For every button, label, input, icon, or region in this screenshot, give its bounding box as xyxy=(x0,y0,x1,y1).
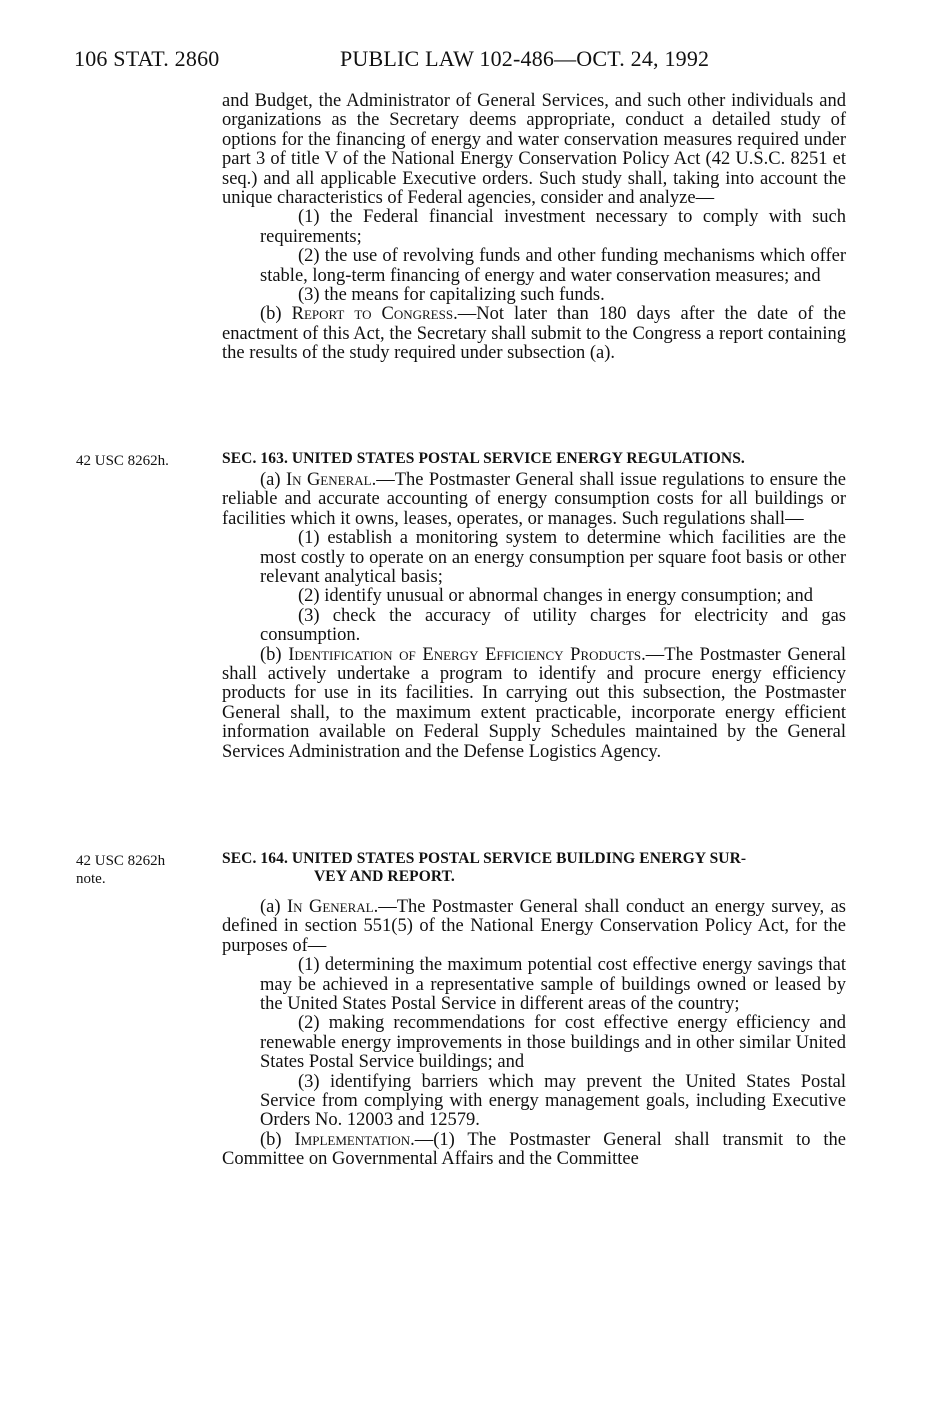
report-text: —Not later than 180 days after the date of the enactment of this Act, the Secretary shall submit to the Congress a report containing the results of the study required under subsection (a). xyxy=(222,304,846,364)
sec163-item-1: (1) establish a monitoring system to determine which facilities are the most costly to operate on an energy consumption per square foot basis or other relevant analytical basis; xyxy=(260,528,846,588)
analyze-item-2: (2) the use of revolving funds and other funding mechanisms which offer stable, long-term financing of energy and water conservation measures; and xyxy=(260,246,846,286)
section-164 xyxy=(222,850,846,1170)
public-law-reference: PUBLIC LAW 102-486—OCT. 24, 1992 xyxy=(340,46,710,71)
sec163-heading: SEC. 163. UNITED STATES POSTAL SERVICE ENERGY REGULATIONS. xyxy=(222,450,745,467)
section-163 xyxy=(222,450,846,762)
report-to-congress-paragraph xyxy=(222,305,846,363)
sec164-b-paragraph xyxy=(222,1131,846,1170)
sec164-b-label: Implementation. xyxy=(294,1129,415,1150)
margin-note-sec164-line1: 42 USC 8262h xyxy=(76,853,166,869)
sec163-b-text: —The Postmaster General shall actively undertake a program to identify and procure energy efficiency products for use in its facilities. In carrying out this subsection, the Postmaster General shall, to the maximum extent practicable, incorporate energy efficient information available on Federal Supply Schedules maintained by the General Services Administration and the Defense Logistics Agency. xyxy=(222,644,847,762)
study-continuation xyxy=(222,92,846,364)
sec164-a-prefix: (a) xyxy=(260,897,287,917)
sec164-heading-line2: VEY AND REPORT. xyxy=(314,868,455,885)
sec163-a-label: In General. xyxy=(285,470,377,490)
sec164-item-2: (2) making recommendations for cost effective energy efficiency and renewable energy improvements in those buildings and in other similar United States Postal Service buildings; and xyxy=(260,1013,846,1073)
analyze-item-3: (3) the means for capitalizing such funds. xyxy=(298,285,605,306)
sec163-a-paragraph xyxy=(222,471,846,529)
page-reference: 106 STAT. 2860 xyxy=(74,46,220,71)
sec163-b-label: Identification of Energy Efficiency Products. xyxy=(288,644,646,665)
sec164-a-text: —The Postmaster General shall conduct an energy survey, as defined in section 551(5) of the National Energy Conservation Policy Act, for the purposes of— xyxy=(222,897,846,956)
sec164-a-paragraph xyxy=(222,898,846,956)
sec164-b-text: —(1) The Postmaster General shall transmit to the Committee on Governmental Affairs and the Committee xyxy=(222,1129,846,1170)
sec163-a-prefix: (a) xyxy=(260,470,286,490)
sec163-a-text: —The Postmaster General shall issue regulations to ensure the reliable and accurate accounting of energy consumption costs for all buildings or facilities which it owns, leases, operates, or manages. Such regulations shall— xyxy=(222,470,846,529)
sec164-item-3: (3) identifying barriers which may prevent the United States Postal Service from complying with energy management goals, including Executive Orders No. 12003 and 12579. xyxy=(260,1071,846,1131)
margin-note-sec163: 42 USC 8262h. xyxy=(76,453,169,469)
sec163-item-3: (3) check the accuracy of utility charges for electricity and gas consumption. xyxy=(260,605,846,646)
sec163-b-paragraph xyxy=(222,646,846,762)
report-label-prefix: (b) xyxy=(260,304,292,325)
sec164-item-1: (1) determining the maximum potential cost effective energy savings that may be achieved in a representative sample of buildings owned or leased by the United States Postal Service in different areas of the country; xyxy=(260,955,846,1015)
margin-note-sec164-line2: note. xyxy=(76,871,106,887)
study-intro-paragraph: and Budget, the Administrator of General Services, and such other individuals and organizations as the Secretary deems appropriate, conduct a detailed study of options for the financing of energy and water conservation measures required under part 3 of title V of the National Energy Conservation Policy Act (42 U.S.C. 8251 et seq.) and all applicable Executive orders. Such study shall, taking into account the unique characteristics of Federal agencies, consider and analyze— xyxy=(222,91,846,209)
sec164-heading-line1: SEC. 164. UNITED STATES POSTAL SERVICE BUILDING ENERGY SUR- xyxy=(222,850,747,867)
sec163-item-2: (2) identify unusual or abnormal changes in energy consumption; and xyxy=(298,586,813,607)
sec164-b-prefix: (b) xyxy=(260,1129,295,1150)
margin-note-sec164 xyxy=(76,852,165,888)
sec163-b-prefix: (b) xyxy=(260,644,289,665)
report-label: Report to Congress. xyxy=(291,304,458,325)
analyze-item-1: (1) the Federal financial investment necessary to comply with such requirements; xyxy=(260,207,846,247)
sec164-a-label: In General. xyxy=(286,897,379,917)
